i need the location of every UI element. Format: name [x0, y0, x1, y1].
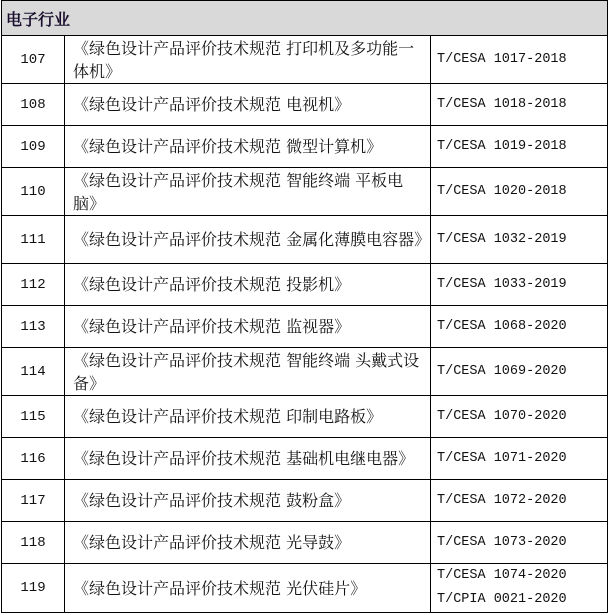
standard-code-cell: [431, 396, 608, 438]
table-row: [2, 216, 608, 264]
standard-code-cell: [431, 480, 608, 522]
table-row: [2, 306, 608, 348]
standard-code: T/CESA 1069-2020: [437, 363, 567, 379]
standard-title: 《绿色设计产品评价技术规范 金属化薄膜电容器》: [65, 216, 431, 264]
standard-code: T/CESA 1068-2020: [437, 318, 567, 334]
table-row: [2, 168, 608, 216]
standard-code-cell: [431, 564, 608, 613]
row-number: 113: [2, 306, 65, 348]
table-row: [2, 36, 608, 84]
standard-title: 《绿色设计产品评价技术规范 光伏硅片》: [65, 564, 431, 613]
standard-code: T/CESA 1071-2020: [437, 450, 567, 466]
row-number: 117: [2, 480, 65, 522]
standard-code: T/CESA 1020-2018: [437, 183, 567, 199]
table-row: [2, 264, 608, 306]
standard-code-cell: [431, 264, 608, 306]
standard-title: 《绿色设计产品评价技术规范 印制电路板》: [65, 396, 431, 438]
standard-title: 《绿色设计产品评价技术规范 基础机电继电器》: [65, 438, 431, 480]
table-row: [2, 522, 608, 564]
row-number: 114: [2, 348, 65, 396]
table-row: [2, 84, 608, 126]
row-number: 107: [2, 36, 65, 84]
row-number: 116: [2, 438, 65, 480]
standard-code: T/CESA 1019-2018: [437, 138, 567, 154]
row-number: 119: [2, 564, 65, 613]
standard-title: 《绿色设计产品评价技术规范 监视器》: [65, 306, 431, 348]
standard-code: T/CESA 1073-2020: [437, 534, 567, 550]
standards-table: [1, 0, 608, 613]
standard-title: 《绿色设计产品评价技术规范 鼓粉盒》: [65, 480, 431, 522]
standard-code-cell: [431, 216, 608, 264]
standard-code-cell: [431, 168, 608, 216]
standard-code-cell: [431, 438, 608, 480]
row-number: 115: [2, 396, 65, 438]
row-number: 112: [2, 264, 65, 306]
row-number: 110: [2, 168, 65, 216]
row-number: 109: [2, 126, 65, 168]
section-title: 电子行业: [2, 1, 608, 36]
standard-code-cell: [431, 126, 608, 168]
section-header-row: [2, 1, 608, 36]
standard-code: T/CESA 1074-2020: [437, 568, 567, 583]
standard-title: 《绿色设计产品评价技术规范 投影机》: [65, 264, 431, 306]
standard-code-cell: [431, 522, 608, 564]
row-number: 108: [2, 84, 65, 126]
standard-title: 《绿色设计产品评价技术规范 电视机》: [65, 84, 431, 126]
standard-code: T/CESA 1033-2019: [437, 276, 567, 292]
standard-title: 《绿色设计产品评价技术规范 微型计算机》: [65, 126, 431, 168]
standard-code: T/CESA 1018-2018: [437, 96, 567, 112]
standard-title: 《绿色设计产品评价技术规范 打印机及多功能一体机》: [65, 36, 431, 84]
table-row: [2, 480, 608, 522]
standard-code: T/CESA 1017-2018: [437, 51, 567, 67]
standard-code: T/CESA 1070-2020: [437, 408, 567, 424]
standard-code-cell: [431, 84, 608, 126]
standard-code-cell: [431, 306, 608, 348]
table-row: [2, 564, 608, 613]
row-number: 118: [2, 522, 65, 564]
standard-title: 《绿色设计产品评价技术规范 智能终端 头戴式设备》: [65, 348, 431, 396]
standard-title: 《绿色设计产品评价技术规范 智能终端 平板电脑》: [65, 168, 431, 216]
standard-code: T/CESA 1072-2020: [437, 492, 567, 508]
standard-code-cell: [431, 348, 608, 396]
row-number: 111: [2, 216, 65, 264]
standard-code: T/CPIA 0021-2020: [437, 592, 567, 607]
table-row: [2, 396, 608, 438]
standard-code-cell: [431, 36, 608, 84]
table-row: [2, 348, 608, 396]
standard-code: T/CESA 1032-2019: [437, 231, 567, 247]
table-row: [2, 438, 608, 480]
standard-title: 《绿色设计产品评价技术规范 光导鼓》: [65, 522, 431, 564]
table-row: [2, 126, 608, 168]
